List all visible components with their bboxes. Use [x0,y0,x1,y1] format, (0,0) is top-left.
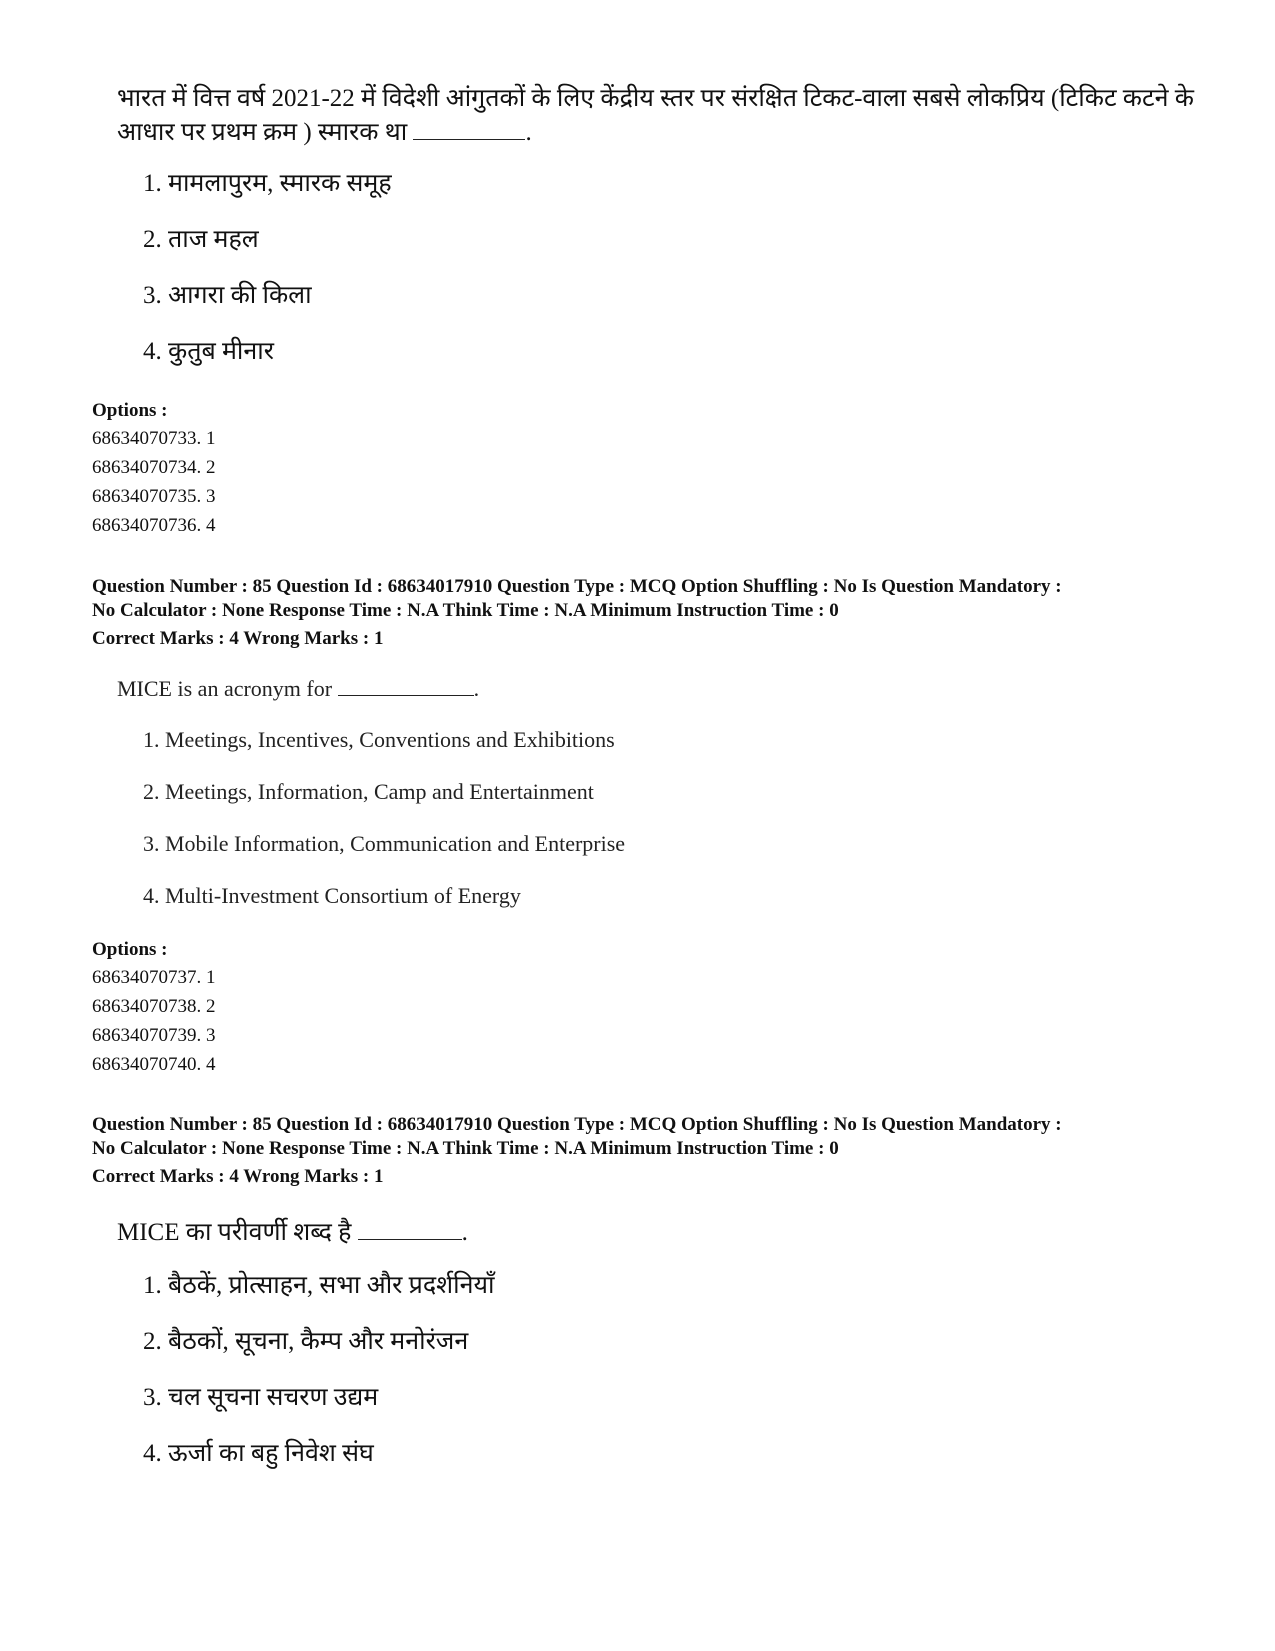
question-suffix: . [461,1219,468,1246]
option-id: 68634070735. 3 [92,486,216,507]
choice-item: 3. चल सूचना सचरण उद्यम [143,1384,379,1411]
option-id: 68634070736. 4 [92,515,216,536]
question-block-2 [117,672,1215,706]
question-block-1 [117,82,1215,150]
choice-item: 2. बैठकों, सूचना, कैम्प और मनोरंजन [143,1328,469,1355]
answer-blank [358,1239,462,1240]
question-header-2 [92,575,1235,651]
choice-item: 1. Meetings, Incentives, Conventions and Exhibitions [143,727,615,752]
answer-blank [413,139,525,140]
choice-item: 3. आगरा की किला [143,282,312,309]
choice-item: 4. Multi-Investment Consortium of Energy [143,883,521,908]
header-line: Question Number : 85 Question Id : 68634017910 Question Type : MCQ Option Shuffling : No Is Question Mandatory : [92,1114,1062,1135]
choice-item: 2. Meetings, Information, Camp and Entertainment [143,779,594,804]
header-line: Question Number : 85 Question Id : 68634017910 Question Type : MCQ Option Shuffling : No Is Question Mandatory : [92,576,1062,597]
options-list-2 [92,937,1220,1079]
question-suffix: . [525,119,532,146]
option-id: 68634070733. 1 [92,428,216,449]
option-id: 68634070739. 3 [92,1025,216,1046]
answer-blank [338,695,474,696]
question-text [117,1216,1215,1250]
header-line: No Calculator : None Response Time : N.A Think Time : N.A Minimum Instruction Time : 0 [92,600,839,621]
choice-item: 1. बैठकें, प्रोत्साहन, सभा और प्रदर्शनियाँ [143,1272,495,1299]
header-line: Correct Marks : 4 Wrong Marks : 1 [92,628,384,649]
question-text [117,672,1215,706]
question-stem: भारत में वित्त वर्ष 2021-22 में विदेशी आंगुतकों के लिए केंद्रीय स्तर पर संरक्षित टिकट-वाला सबसे लोकप्रिय (टिकिट कटने के आधार पर प्रथम क्रम ) स्मारक था [117,85,1194,146]
question-text [117,82,1215,150]
choice-item: 4. ऊर्जा का बहु निवेश संघ [143,1440,374,1467]
choice-item: 4. कुतुब मीनार [143,338,274,365]
choice-item: 2. ताज महल [143,226,259,253]
question-suffix: . [473,676,480,701]
options-list-1 [92,398,1220,540]
option-id: 68634070738. 2 [92,996,216,1017]
choice-item: 1. मामलापुरम, स्मारक समूह [143,170,392,197]
question-stem: MICE is an acronym for [117,676,333,701]
header-line: Correct Marks : 4 Wrong Marks : 1 [92,1166,384,1187]
choice-item: 3. Mobile Information, Communication and Enterprise [143,831,626,856]
question-header-3 [92,1113,1235,1189]
option-id: 68634070740. 4 [92,1054,216,1075]
option-id: 68634070734. 2 [92,457,216,478]
options-label: Options : [92,400,168,421]
question-stem: MICE का परीवर्णी शब्द है [117,1219,352,1246]
header-line: No Calculator : None Response Time : N.A Think Time : N.A Minimum Instruction Time : 0 [92,1138,839,1159]
options-label: Options : [92,939,168,960]
option-id: 68634070737. 1 [92,967,216,988]
question-block-3 [117,1216,1215,1250]
